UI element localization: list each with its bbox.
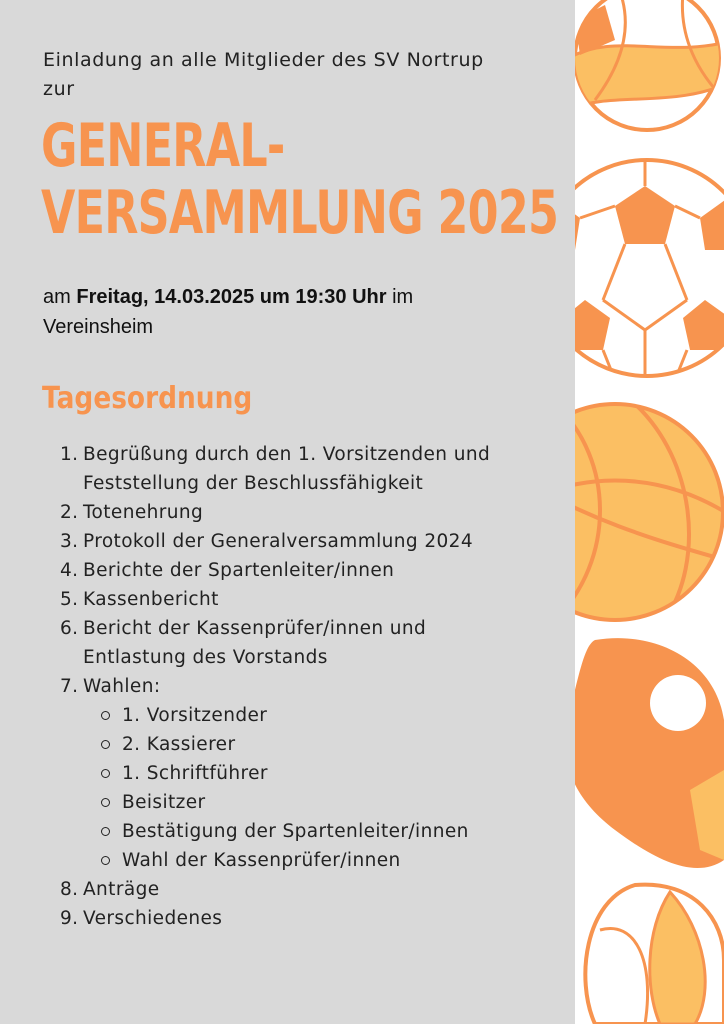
date-datetime: Freitag, 14.03.2025 um 19:30 Uhr: [76, 286, 387, 308]
sub-item-text: 2. Kassierer: [122, 734, 236, 755]
sub-list-item: [60, 701, 560, 730]
bullet-circle-icon: [101, 856, 110, 865]
date-prefix: am: [43, 286, 71, 308]
event-location: Vereinsheim: [43, 316, 154, 338]
item-number: 5.: [60, 589, 79, 610]
item-line: Begrüßung durch den 1. Vorsitzenden und: [83, 444, 491, 465]
item-number: 6.: [60, 618, 79, 639]
agenda-item: [60, 527, 560, 556]
item-number: 4.: [60, 560, 79, 581]
item-line: Kassenbericht: [83, 589, 219, 610]
table-tennis-paddle-icon: [575, 638, 724, 868]
item-number: 2.: [60, 502, 79, 523]
sub-list-item: [60, 759, 560, 788]
sports-decoration-strip: [575, 0, 724, 1024]
bullet-circle-icon: [101, 798, 110, 807]
item-text: [83, 614, 560, 672]
agenda-item: [60, 440, 560, 498]
rugby-ball-icon: [585, 885, 724, 1024]
item-text: [83, 440, 560, 498]
item-number: 1.: [60, 444, 79, 465]
agenda-item: [60, 904, 560, 933]
page-title: [41, 111, 559, 248]
sub-list-item: [60, 817, 560, 846]
agenda-item: [60, 672, 560, 701]
event-date: [43, 282, 543, 342]
title-line-1: GENERAL-: [41, 111, 285, 181]
sub-item-text: 1. Vorsitzender: [122, 705, 268, 726]
item-line: Entlastung des Vorstands: [83, 647, 328, 668]
sub-item-text: Bestätigung der Spartenleiter/innen: [122, 821, 469, 842]
item-line: Anträge: [83, 879, 160, 900]
item-line: Wahlen:: [83, 676, 161, 697]
basketball-icon: [575, 404, 724, 620]
agenda-item: [60, 585, 560, 614]
sub-list-item: [60, 788, 560, 817]
intro-line-2: zur: [43, 78, 75, 100]
bullet-circle-icon: [101, 711, 110, 720]
item-number: 3.: [60, 531, 79, 552]
title-line-2: VERSAMMLUNG 2025: [41, 178, 559, 248]
agenda-item: [60, 614, 560, 672]
agenda-list: [60, 440, 560, 933]
intro-line-1: Einladung an alle Mitglieder des SV Nortrup: [43, 49, 484, 71]
volleyball-icon: [575, 0, 724, 130]
agenda-heading: Tagesordnung: [42, 381, 253, 416]
sub-item-text: Beisitzer: [122, 792, 206, 813]
agenda-item: [60, 498, 560, 527]
bullet-circle-icon: [101, 827, 110, 836]
sub-list-item: [60, 846, 560, 875]
item-line: Berichte der Spartenleiter/innen: [83, 560, 395, 581]
item-number: 7.: [60, 676, 79, 697]
item-line: Totenehrung: [83, 502, 204, 523]
sub-item-text: Wahl der Kassenprüfer/innen: [122, 850, 401, 871]
item-line: Feststellung der Beschlussfähigkeit: [83, 473, 424, 494]
sports-balls-illustration: [575, 0, 724, 1024]
item-line: Protokoll der Generalversammlung 2024: [83, 531, 474, 552]
item-number: 8.: [60, 879, 79, 900]
sub-list-item: [60, 730, 560, 759]
agenda-item: [60, 875, 560, 904]
sub-item-text: 1. Schriftführer: [122, 763, 268, 784]
bullet-circle-icon: [101, 740, 110, 749]
item-line: Bericht der Kassenprüfer/innen und: [83, 618, 427, 639]
agenda-item: [60, 556, 560, 585]
item-line: Verschiedenes: [83, 908, 223, 929]
soccer-ball-icon: [575, 160, 724, 380]
date-suffix: im: [392, 286, 414, 308]
invitation-intro: [43, 46, 543, 104]
bullet-circle-icon: [101, 769, 110, 778]
item-number: 9.: [60, 908, 79, 929]
